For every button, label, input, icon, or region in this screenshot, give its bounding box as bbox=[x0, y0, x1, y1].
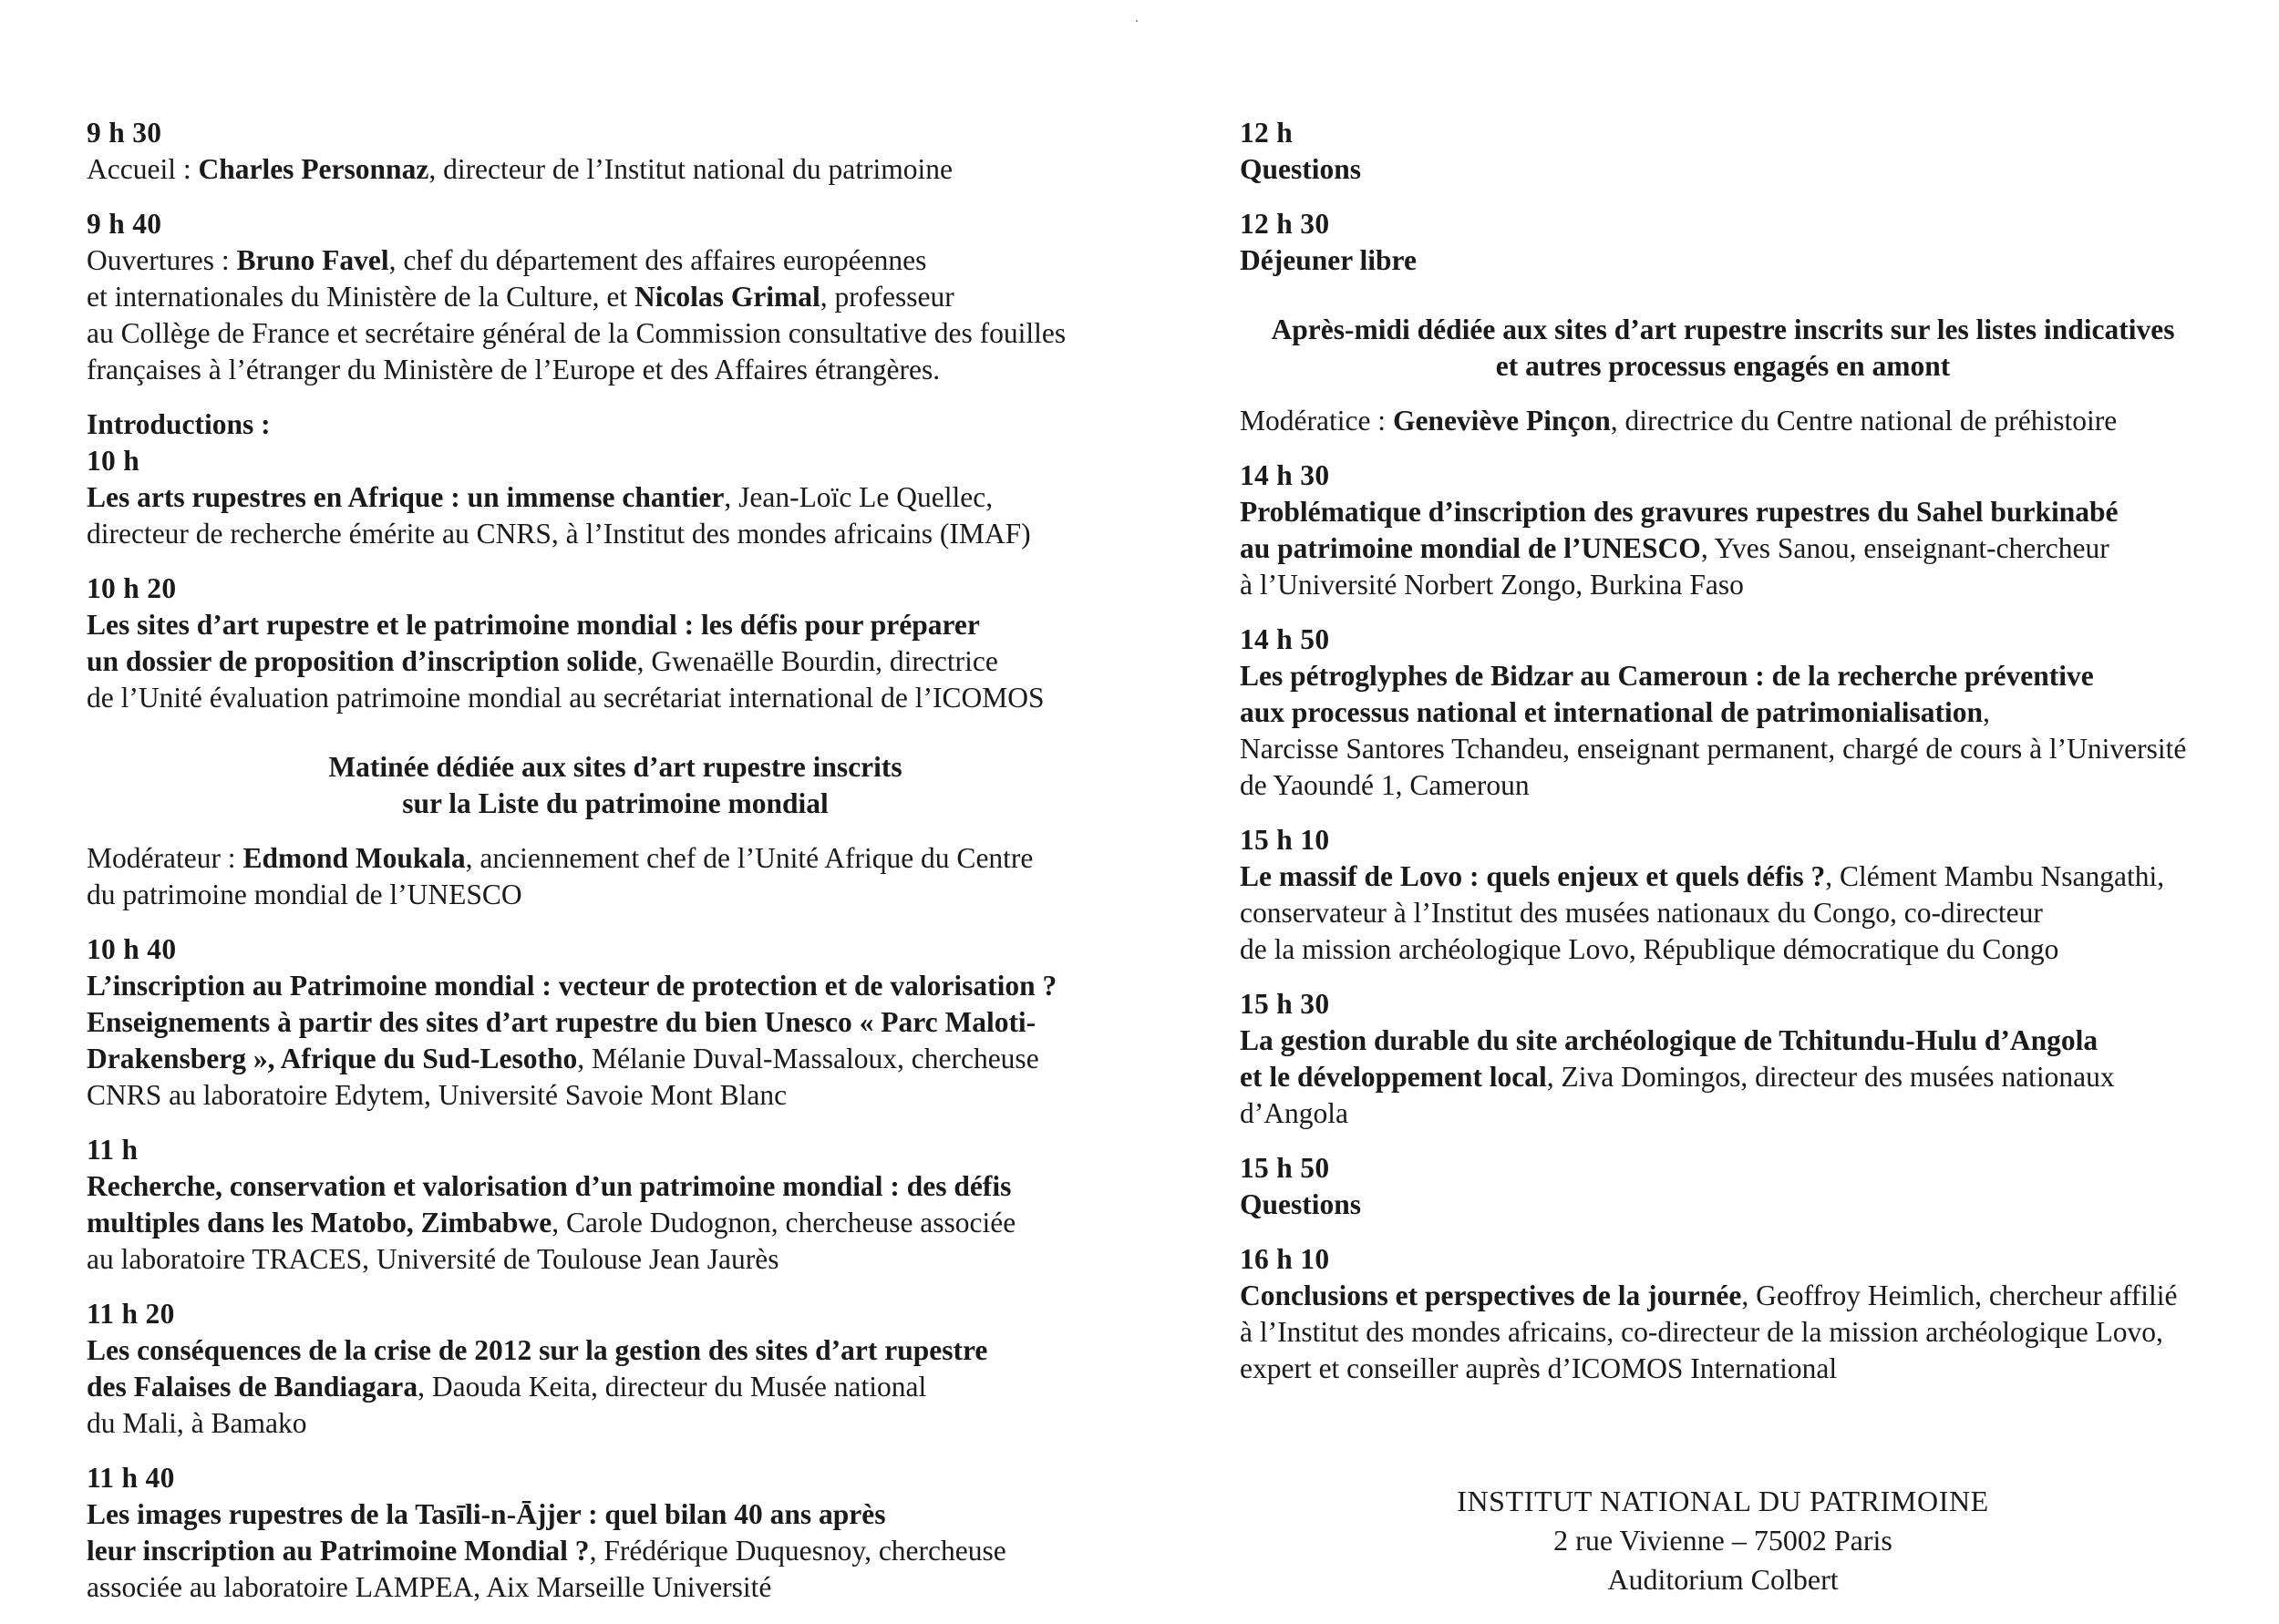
speaker-role: , chercheuse bbox=[897, 1043, 1039, 1074]
talk-title-line bbox=[87, 1041, 1144, 1077]
speaker-name: Ziva Domingos bbox=[1561, 1061, 1741, 1093]
speaker-role: , chef du département des affaires européennes bbox=[388, 244, 927, 276]
talk-title-line bbox=[1240, 858, 2206, 895]
talk-title: et le développement local bbox=[1240, 1061, 1547, 1093]
moderator-role: , anciennement chef de l’Unité Afrique du Centre bbox=[465, 842, 1034, 874]
separator: , bbox=[589, 1535, 604, 1567]
speaker-role: associée au laboratoire LAMPEA, Aix Marseille Université bbox=[87, 1571, 772, 1603]
speaker-name: Daouda Keita bbox=[431, 1371, 591, 1403]
moderator-name: Edmond Moukala bbox=[242, 842, 466, 874]
session-11h20 bbox=[87, 1296, 1144, 1442]
session-desc-line bbox=[87, 242, 1144, 279]
talk-title: Questions bbox=[1240, 153, 1362, 185]
talk-title: Enseignements à partir des sites d’art rupestre du bien Unesco « Parc Maloti- bbox=[87, 1006, 1036, 1038]
session-10h bbox=[87, 406, 1144, 552]
separator: , bbox=[724, 481, 739, 513]
talk-title: Problématique d’inscription des gravures rupestres du Sahel burkinabé bbox=[1240, 496, 2119, 528]
talk-title: L’inscription au Patrimoine mondial : vecteur de protection et de valorisation ? bbox=[87, 970, 1057, 1002]
talk-title: La gestion durable du site archéologique de Tchitundu-Hulu d’Angola bbox=[1240, 1024, 2099, 1056]
speaker-role: , directrice bbox=[875, 645, 998, 677]
section-heading-line: Matinée dédiée aux sites d’art rupestre inscrits bbox=[328, 751, 902, 783]
speaker-role: à l’Université Norbert Zongo, Burkina Faso bbox=[1240, 569, 1744, 601]
speaker-role: , enseignant-chercheur bbox=[1849, 532, 2109, 564]
talk-title-line bbox=[87, 479, 1144, 516]
separator: , bbox=[1825, 860, 1841, 892]
talk-title-line bbox=[1240, 1059, 2206, 1095]
talk-title: Les sites d’art rupestre et le patrimoine mondial : les défis pour préparer bbox=[87, 609, 980, 641]
separator: , bbox=[1546, 1061, 1562, 1093]
program-left-column bbox=[87, 115, 1144, 1624]
session-10h20 bbox=[87, 570, 1144, 716]
separator: , bbox=[985, 481, 994, 513]
talk-title: Conclusions et perspectives de la journée bbox=[1240, 1280, 1742, 1311]
speaker-name: Charles Personnaz bbox=[198, 153, 429, 185]
session-time: 12 h bbox=[1240, 117, 1294, 149]
speaker-role: de la mission archéologique Lovo, République démocratique du Congo bbox=[1240, 933, 2059, 965]
fold-mark bbox=[1136, 20, 1138, 22]
talk-title-line bbox=[87, 1533, 1144, 1569]
session-14h50 bbox=[1240, 622, 2206, 804]
session-desc-line: au Collège de France et secrétaire général de la Commission consultative des fouilles bbox=[87, 317, 1067, 349]
session-time: 12 h 30 bbox=[1240, 208, 1330, 240]
label: Modérateur : bbox=[87, 842, 243, 874]
speaker-role: expert et conseiller auprès d’ICOMOS International bbox=[1240, 1352, 1838, 1384]
separator: , bbox=[1983, 696, 1990, 728]
session-12h bbox=[1240, 115, 2206, 188]
section-heading-afternoon bbox=[1240, 312, 2206, 385]
section-heading-line: Après-midi dédiée aux sites d’art rupestre inscrits sur les listes indicatives bbox=[1271, 313, 2175, 345]
session-16h10 bbox=[1240, 1241, 2206, 1387]
speaker-role: , chercheur affilié bbox=[1975, 1280, 2178, 1311]
session-time: 14 h 50 bbox=[1240, 623, 1330, 655]
moderator-line bbox=[1240, 403, 2206, 439]
session-9h40 bbox=[87, 206, 1144, 388]
speaker-role: , enseignant permanent, chargé de cours à l’Université bbox=[1562, 733, 2187, 765]
text: et internationales du Ministère de la Culture, et bbox=[87, 281, 634, 313]
speaker-role: de Yaoundé 1, Cameroun bbox=[1240, 769, 1530, 801]
talk-title: Recherche, conservation et valorisation d’un patrimoine mondial : des défis bbox=[87, 1170, 1012, 1202]
separator: , bbox=[2157, 860, 2165, 892]
talk-title: un dossier de proposition d’inscription solide bbox=[87, 645, 637, 677]
separator: , bbox=[1741, 1280, 1757, 1311]
session-time: 11 h 20 bbox=[87, 1298, 175, 1330]
moderator-morning bbox=[87, 840, 1144, 913]
speaker-name: Bruno Favel bbox=[236, 244, 389, 276]
speaker-line bbox=[1240, 731, 2206, 767]
venue-footer bbox=[1240, 1482, 2206, 1599]
talk-title-line bbox=[1240, 1278, 2206, 1314]
talk-title: Déjeuner libre bbox=[1240, 244, 1417, 276]
speaker-role: conservateur à l’Institut des musées nationaux du Congo, co-directeur bbox=[1240, 897, 2043, 929]
speaker-name: Frédérique Duquesnoy bbox=[603, 1535, 865, 1567]
session-15h10 bbox=[1240, 822, 2206, 968]
session-15h30 bbox=[1240, 986, 2206, 1132]
moderator-afternoon bbox=[1240, 403, 2206, 439]
label: Accueil : bbox=[87, 153, 199, 185]
session-time: 11 h 40 bbox=[87, 1462, 175, 1494]
talk-title: Les conséquences de la crise de 2012 sur la gestion des sites d’art rupestre bbox=[87, 1334, 988, 1366]
venue-name: Auditorium Colbert bbox=[1607, 1563, 1839, 1596]
speaker-role: , directeur des musées nationaux bbox=[1740, 1061, 2115, 1093]
institution-name: INSTITUT NATIONAL DU PATRIMOINE bbox=[1457, 1485, 1989, 1517]
separator: , bbox=[552, 1207, 566, 1239]
separator: , bbox=[418, 1371, 432, 1403]
speaker-role: du Mali, à Bamako bbox=[87, 1407, 307, 1439]
section-heading-line: et autres processus engagés en amont bbox=[1495, 350, 1951, 382]
speaker-name: Geoffroy Heimlich bbox=[1756, 1280, 1975, 1311]
session-time: 15 h 10 bbox=[1240, 824, 1330, 856]
speaker-role: d’Angola bbox=[1240, 1097, 1348, 1129]
talk-title-line bbox=[87, 643, 1144, 680]
speaker-name: Yves Sanou bbox=[1714, 532, 1850, 564]
session-desc-line: françaises à l’étranger du Ministère de l’Europe et des Affaires étrangères. bbox=[87, 354, 941, 385]
session-11h bbox=[87, 1132, 1144, 1278]
talk-title: Les images rupestres de la Tasīli-n-Ājjer : quel bilan 40 ans après bbox=[87, 1498, 886, 1530]
session-time: 14 h 30 bbox=[1240, 459, 1330, 491]
speaker-role: , chercheuse bbox=[864, 1535, 1006, 1567]
session-11h40 bbox=[87, 1460, 1144, 1606]
speaker-name: Clément Mambu Nsangathi bbox=[1840, 860, 2158, 892]
moderator-name: Geneviève Pinçon bbox=[1392, 405, 1611, 437]
talk-title: Les arts rupestres en Afrique : un immense chantier bbox=[87, 481, 725, 513]
speaker-role: au laboratoire TRACES, Université de Toulouse Jean Jaurès bbox=[87, 1243, 779, 1275]
label: Modératice : bbox=[1240, 405, 1393, 437]
talk-title-line bbox=[1240, 530, 2206, 567]
speaker-role: , directeur de l’Institut national du patrimoine bbox=[428, 153, 954, 185]
label: Ouvertures : bbox=[87, 244, 237, 276]
talk-title-line bbox=[87, 1369, 1144, 1405]
session-time: 16 h 10 bbox=[1240, 1243, 1330, 1275]
session-14h30 bbox=[1240, 457, 2206, 603]
speaker-name: Narcisse Santores Tchandeu bbox=[1240, 733, 1563, 765]
session-time: 10 h 20 bbox=[87, 572, 177, 604]
talk-title: au patrimoine mondial de l’UNESCO bbox=[1240, 532, 1701, 564]
separator: , bbox=[577, 1043, 592, 1074]
session-time: 11 h bbox=[87, 1134, 139, 1166]
speaker-role: à l’Institut des mondes africains, co-directeur de la mission archéologique Lovo, bbox=[1240, 1316, 2163, 1348]
talk-title: des Falaises de Bandiagara bbox=[87, 1371, 418, 1403]
talk-title: leur inscription au Patrimoine Mondial ? bbox=[87, 1535, 590, 1567]
introductions-label: Introductions : bbox=[87, 408, 271, 440]
speaker-name: Mélanie Duval-Massaloux bbox=[591, 1043, 898, 1074]
session-12h30 bbox=[1240, 206, 2206, 279]
speaker-name: Carole Dudognon bbox=[565, 1207, 771, 1239]
speaker-role: , directeur du Musée national bbox=[590, 1371, 927, 1403]
talk-title-line bbox=[87, 1205, 1144, 1241]
talk-title: aux processus national et international de patrimonialisation bbox=[1240, 696, 1983, 728]
session-desc-line bbox=[87, 279, 1144, 315]
session-time: 9 h 30 bbox=[87, 117, 162, 149]
talk-title: multiples dans les Matobo, Zimbabwe bbox=[87, 1207, 552, 1239]
speaker-role: directeur de recherche émérite au CNRS, à l’Institut des mondes africains (IMAF) bbox=[87, 518, 1031, 550]
talk-title: Drakensberg », Afrique du Sud-Lesotho bbox=[87, 1043, 578, 1074]
session-time: 10 h 40 bbox=[87, 933, 177, 965]
speaker-role: CNRS au laboratoire Edytem, Université Savoie Mont Blanc bbox=[87, 1079, 788, 1111]
moderator-role: du patrimoine mondial de l’UNESCO bbox=[87, 879, 522, 910]
talk-title: Le massif de Lovo : quels enjeux et quels défis ? bbox=[1240, 860, 1826, 892]
speaker-name: Gwenaëlle Bourdin bbox=[651, 645, 876, 677]
talk-title: Les pétroglyphes de Bidzar au Cameroun : de la recherche préventive bbox=[1240, 660, 2094, 692]
session-desc bbox=[87, 151, 1144, 188]
talk-title-line bbox=[1240, 694, 2206, 731]
speaker-role: , chercheuse associée bbox=[770, 1207, 1016, 1239]
moderator-line bbox=[87, 840, 1144, 877]
institution-address: 2 rue Vivienne – 75002 Paris bbox=[1553, 1524, 1892, 1557]
session-time: 15 h 50 bbox=[1240, 1152, 1330, 1184]
section-heading-line: sur la Liste du patrimoine mondial bbox=[402, 787, 829, 819]
session-time: 9 h 40 bbox=[87, 208, 162, 240]
moderator-role: , directrice du Centre national de préhistoire bbox=[1610, 405, 2118, 437]
section-heading-morning bbox=[87, 749, 1144, 822]
session-10h40 bbox=[87, 931, 1144, 1114]
program-right-column bbox=[1240, 115, 2206, 1405]
session-9h30 bbox=[87, 115, 1144, 188]
separator: , bbox=[1700, 532, 1715, 564]
text: , professeur bbox=[820, 281, 954, 313]
session-time: 10 h bbox=[87, 445, 140, 477]
speaker-name: Nicolas Grimal bbox=[634, 281, 820, 313]
speaker-role: de l’Unité évaluation patrimoine mondial au secrétariat international de l’ICOMOS bbox=[87, 682, 1045, 714]
session-15h50 bbox=[1240, 1150, 2206, 1223]
speaker-name: Jean-Loïc Le Quellec bbox=[738, 481, 986, 513]
talk-title: Questions bbox=[1240, 1188, 1362, 1220]
session-time: 15 h 30 bbox=[1240, 988, 1330, 1020]
separator: , bbox=[636, 645, 652, 677]
